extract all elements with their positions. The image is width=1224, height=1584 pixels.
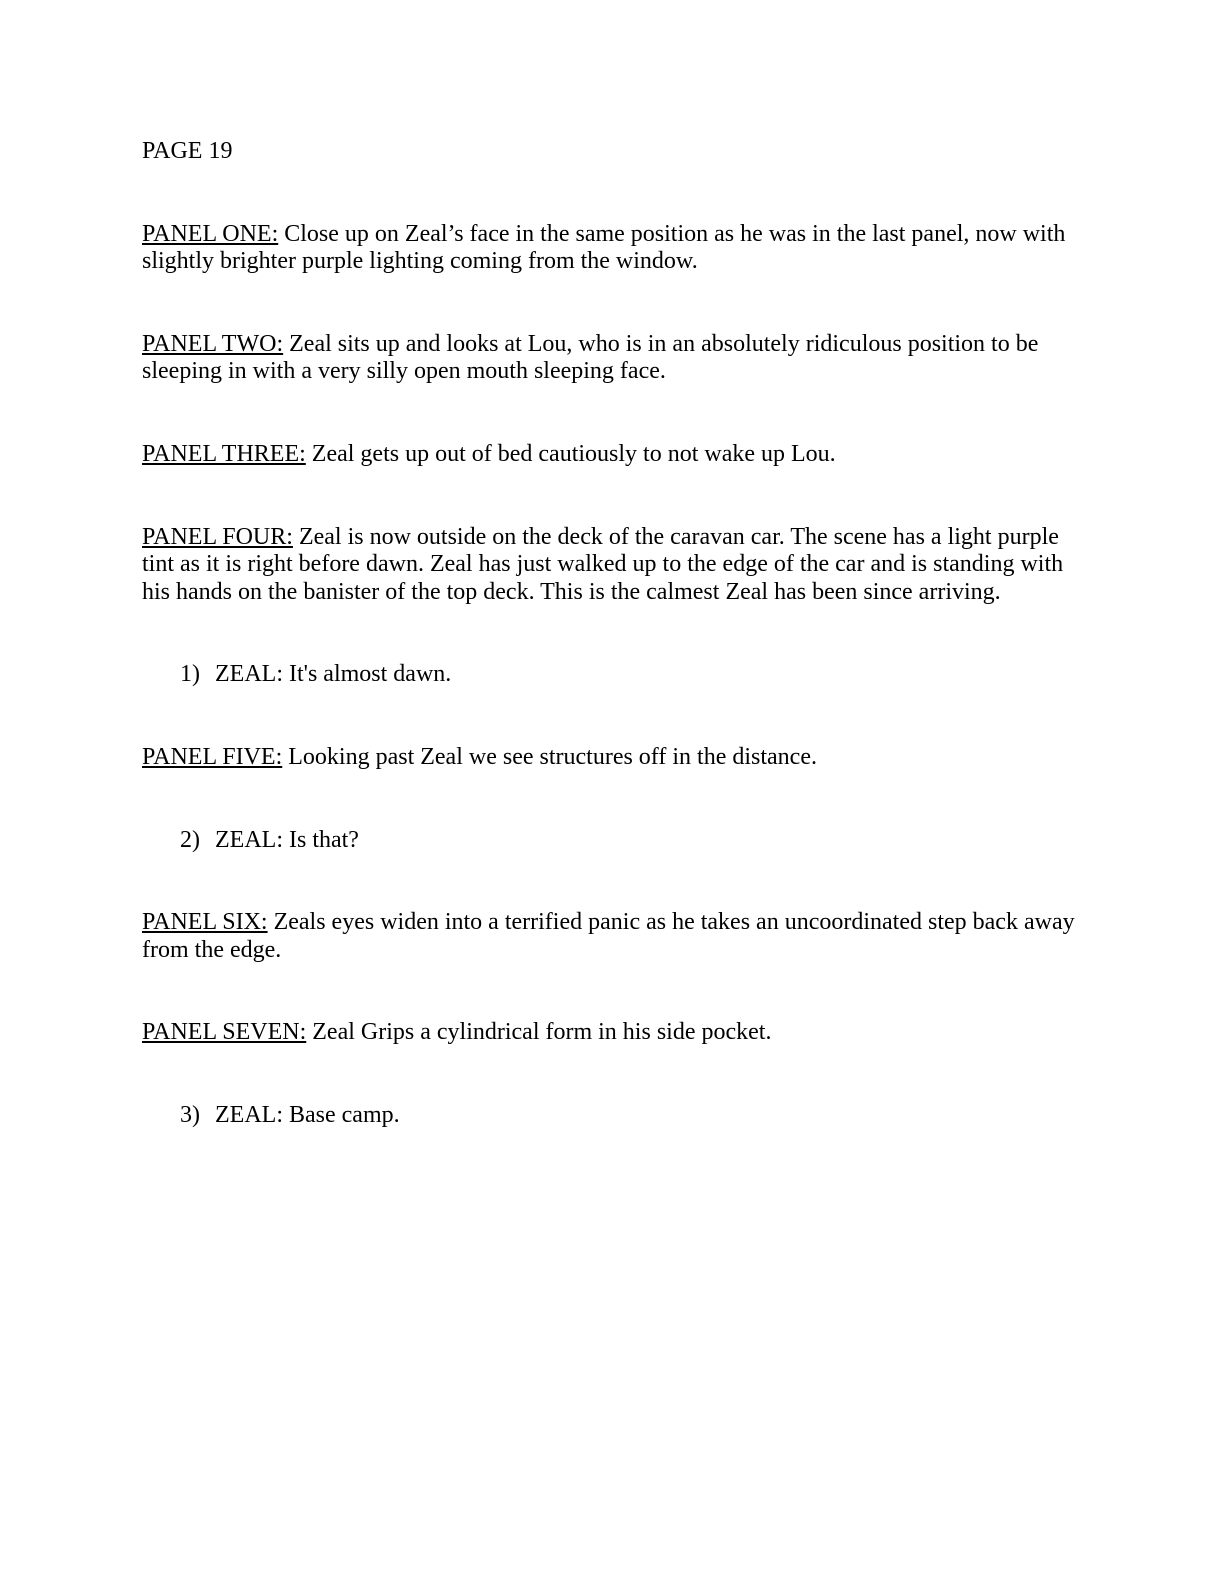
dialogue-line: [142, 661, 1080, 689]
dialogue-number: 2): [180, 826, 200, 853]
dialogue-line: [142, 1102, 1080, 1130]
panel-description: Zeals eyes widen into a terrified panic as he takes an uncoordinated step back away from the edge.: [142, 909, 1081, 963]
dialogue-text: ZEAL: Is that?: [215, 826, 359, 853]
panel-label: PANEL SEVEN:: [142, 1019, 307, 1046]
dialogue-number: 3): [180, 1101, 200, 1128]
panel-block: [142, 441, 1080, 469]
panel-block: [142, 1019, 1080, 1047]
panel-description: Zeal Grips a cylindrical form in his side pocket.: [312, 1019, 772, 1046]
panel-label: PANEL TWO:: [142, 330, 284, 357]
panel-block: [142, 331, 1080, 386]
panel-block: [142, 524, 1080, 607]
panel-description: Looking past Zeal we see structures off in the distance.: [288, 743, 817, 770]
dialogue-text: ZEAL: Base camp.: [215, 1101, 400, 1128]
panel-block: [142, 221, 1080, 276]
panel-block: [142, 909, 1080, 964]
page-title: PAGE 19: [142, 138, 233, 164]
panel-label: PANEL ONE:: [142, 220, 279, 247]
script-body: [142, 221, 1080, 1130]
panel-description: Zeal is now outside on the deck of the caravan car. The scene has a light purple tint as it is right before dawn. Zeal has just walked up to the edge of the car and is standing with his hands on the banister of the top deck. This is the calmest Zeal has been since arriving.: [142, 523, 1070, 605]
panel-label: PANEL FOUR:: [142, 523, 293, 550]
panel-label: PANEL THREE:: [142, 440, 306, 467]
dialogue-text: ZEAL: It's almost dawn.: [215, 661, 452, 688]
dialogue-line: [142, 827, 1080, 855]
panel-description: Close up on Zeal’s face in the same position as he was in the last panel, now with slightly brighter purple lighting coming from the window.: [142, 220, 1072, 275]
dialogue-number: 1): [180, 661, 200, 688]
panel-label: PANEL FIVE:: [142, 743, 283, 770]
panel-description: Zeal gets up out of bed cautiously to not wake up Lou.: [311, 440, 836, 467]
panel-description: Zeal sits up and looks at Lou, who is in an absolutely ridiculous position to be sleeping in with a very silly open mouth sleeping face.: [142, 330, 1045, 385]
panel-label: PANEL SIX:: [142, 909, 268, 936]
panel-block: [142, 744, 1080, 772]
